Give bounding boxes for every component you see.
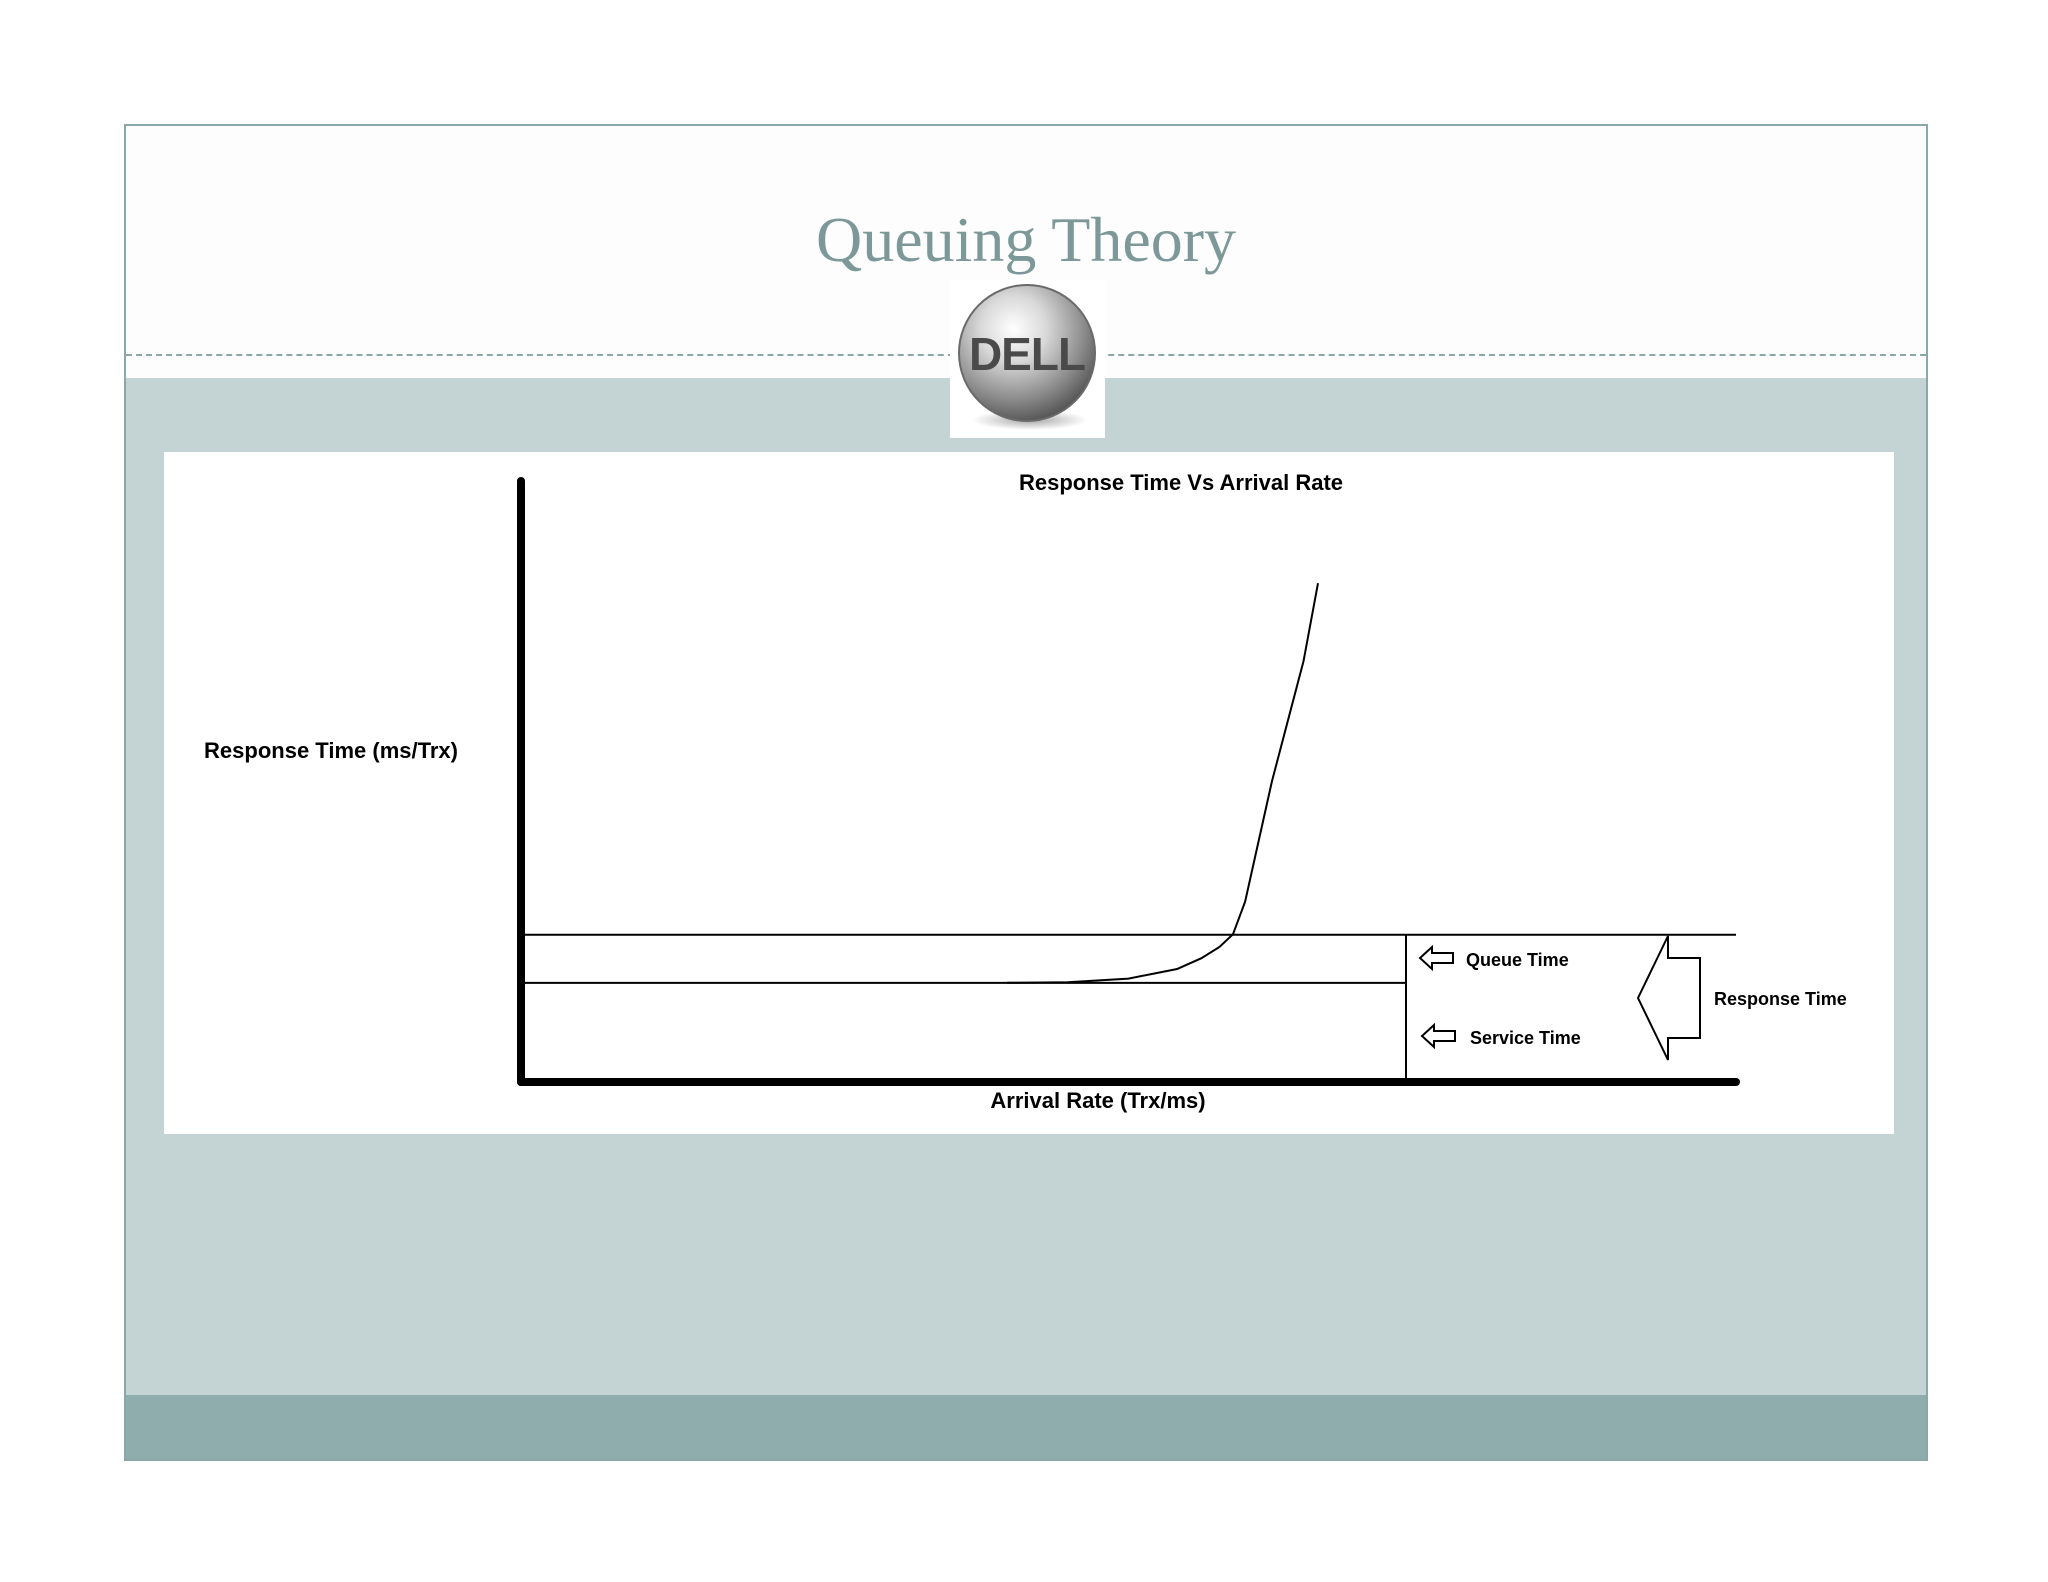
response-time-arrow-icon bbox=[1638, 936, 1700, 1060]
service-time-arrow-icon bbox=[1422, 1025, 1455, 1047]
dell-logo-graphic bbox=[950, 280, 1105, 438]
response-time-chart bbox=[164, 452, 1894, 1134]
x-axis-label: Arrival Rate (Trx/ms) bbox=[990, 1088, 1206, 1113]
queue-time-annotation bbox=[1420, 947, 1569, 970]
dell-logo bbox=[950, 280, 1105, 438]
footer-band bbox=[126, 1395, 1926, 1459]
chart-panel bbox=[164, 452, 1894, 1134]
response-time-label: Response Time bbox=[1714, 989, 1847, 1009]
response-time-curve bbox=[1007, 583, 1318, 983]
service-time-annotation bbox=[1422, 1025, 1581, 1048]
queue-time-arrow-icon bbox=[1420, 947, 1453, 969]
chart-title: Response Time Vs Arrival Rate bbox=[1018, 470, 1344, 495]
slide bbox=[124, 124, 1928, 1461]
y-axis-label: Response Time (ms/Trx) bbox=[204, 738, 458, 763]
service-time-label: Service Time bbox=[1470, 1028, 1581, 1048]
slide-title: Queuing Theory bbox=[815, 204, 1237, 275]
response-time-annotation bbox=[1638, 936, 1847, 1060]
queue-time-label: Queue Time bbox=[1466, 950, 1569, 970]
logo-wordmark: DELL bbox=[968, 328, 1086, 380]
